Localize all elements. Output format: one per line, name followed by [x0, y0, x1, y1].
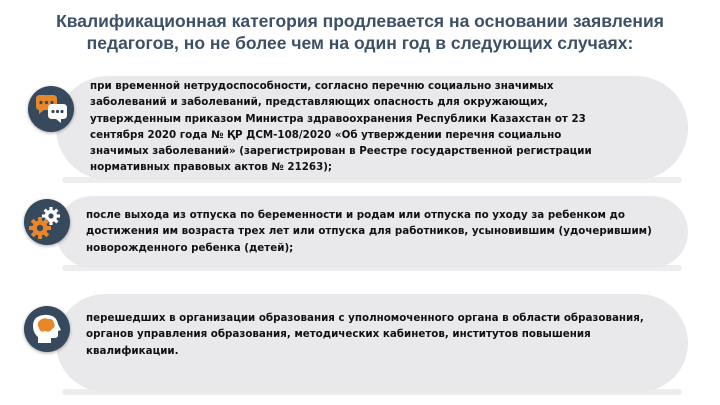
text-line: квалификации. [86, 344, 179, 357]
case-text-sick-leave [90, 78, 592, 176]
title-line-1: Квалификационная категория продлевается на основании заявления [56, 11, 664, 31]
text-line: новорожденного ребенка (детей); [86, 241, 294, 254]
text-line: перешедших в организации образования с уполномоченного органа в области образования, [86, 312, 644, 324]
text-line: сентября 2020 года № ҚР ДСМ-108/2020 «Об утверждении перечня социально [90, 128, 562, 141]
text-line: заболеваний и заболеваний, представляющих опасность для окружающих, [90, 96, 548, 109]
page-title [40, 10, 680, 54]
text-line: нормативных правовых актов № 21263); [90, 161, 333, 174]
title-line-2: педагогов, но не более чем на один год в следующих случаях: [86, 33, 634, 53]
gears-icon [24, 199, 70, 245]
text-line: при временной нетрудоспособности, согласно перечню социально значимых [90, 80, 554, 92]
text-line: утвержденным приказом Министра здравоохранения Республики Казахстан от 23 [90, 112, 586, 125]
case-text-maternity-leave [86, 207, 652, 256]
text-line: достижения им возраста трех лет или отпуска для работников, усыновившим (удочерившим) [86, 225, 652, 238]
case-text-transfer [86, 310, 644, 359]
text-line: органов управления образования, методических кабинетов, институтов повышения [86, 328, 591, 341]
text-line: значимых заболеваний» (зарегистрирован в Реестре государственной регистрации [90, 145, 592, 158]
head-profile-icon [24, 306, 70, 352]
text-line: после выхода из отпуска по беременности и родам или отпуска по уходу за ребенком до [86, 209, 625, 221]
speech-bubbles-icon [28, 86, 74, 132]
